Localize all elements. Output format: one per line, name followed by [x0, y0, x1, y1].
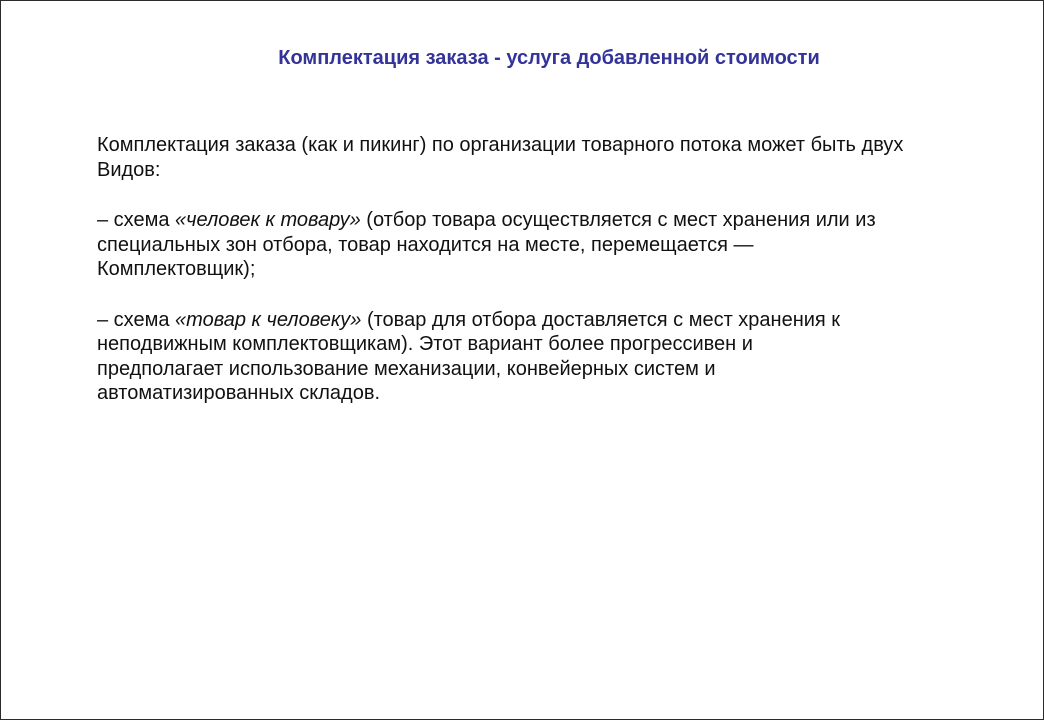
scheme-2-line-3: предполагает использование механизации, конвейерных систем и: [97, 357, 716, 380]
intro-line-2: Видов:: [97, 158, 161, 181]
scheme-1-prefix: – схема: [97, 209, 176, 231]
scheme-2-prefix: – схема: [97, 308, 176, 331]
scheme-goods-to-person: [97, 308, 997, 406]
scheme-2-line-4: автоматизированных складов.: [97, 382, 381, 404]
scheme-1-emphasis: «человек к товару»: [175, 209, 361, 231]
scheme-person-to-goods: [97, 208, 997, 282]
slide-title: Комплектация заказа - услуга добавленной стоимости: [278, 47, 820, 69]
scheme-2-text: (товар для отбора доставляется с мест хранения к: [361, 308, 841, 331]
scheme-1-line-2: специальных зон отбора, товар находится на месте, перемещается —: [97, 233, 754, 256]
intro-paragraph: [97, 133, 997, 182]
scheme-2-line-2: неподвижным комплектовщикам). Этот вариант более прогрессивен и: [97, 333, 753, 355]
slide-body: [97, 133, 997, 432]
scheme-2-emphasis: «товар к человеку»: [175, 308, 362, 331]
intro-line-1: Комплектация заказа (как и пикинг) по организации товарного потока может быть двух: [97, 134, 904, 156]
scheme-1-text: (отбор товара осуществляется с мест хранения или из: [360, 209, 876, 231]
scheme-1-line-3: Комплектовщик);: [97, 258, 256, 280]
